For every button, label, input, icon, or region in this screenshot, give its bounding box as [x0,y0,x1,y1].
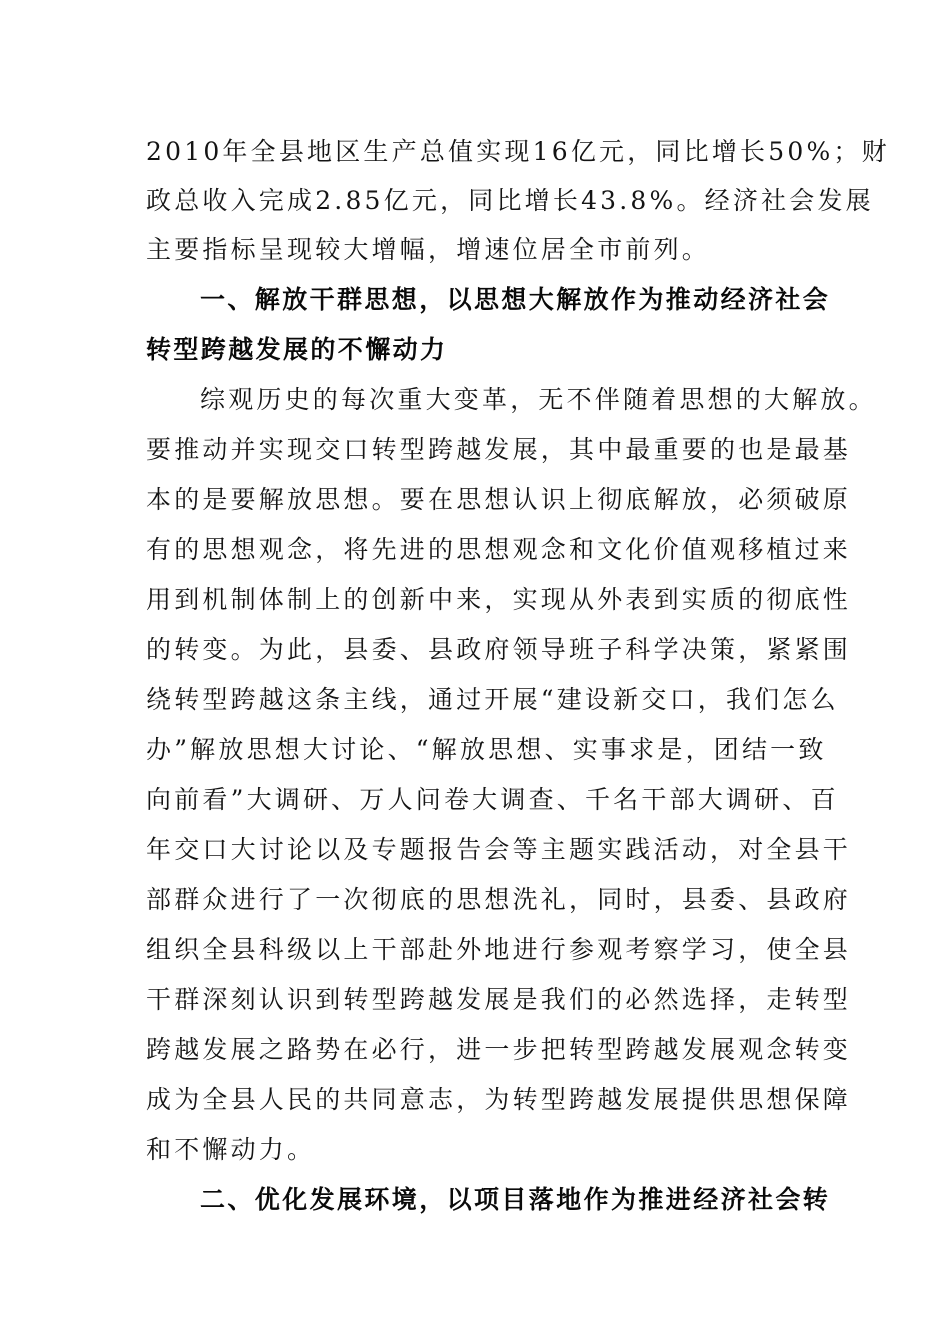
text-line: 和不懈动力。 [146,1135,316,1164]
text-line: 用到机制体制上的创新中来，实现从外表到实质的彻底性 [146,585,852,614]
text-line: 成为全县人民的共同意志，为转型跨越发展提供思想保障 [146,1085,852,1114]
text-line: 的转变。为此，县委、县政府领导班子科学决策，紧紧围 [146,635,852,664]
text-line: 跨越发展之路势在必行，进一步把转型跨越发展观念转变 [146,1035,852,1064]
text-line: 办”解放思想大讨论、“解放思想、实事求是，团结一致 [146,735,827,764]
text-line: 2010年全县地区生产总值实现16亿元，同比增长50%；财 [146,137,890,166]
section-heading: 转型跨越发展的不懈动力 [146,335,448,364]
section-heading: 二、优化发展环境，以项目落地作为推进经济社会转 [200,1185,831,1214]
text-line: 主要指标呈现较大增幅，增速位居全市前列。 [146,235,711,264]
text-line: 部群众进行了一次彻底的思想洗礼，同时，县委、县政府 [146,885,852,914]
text-line: 本的是要解放思想。要在思想认识上彻底解放，必须破原 [146,485,852,514]
text-line: 综观历史的每次重大变革，无不伴随着思想的大解放。 [200,385,877,414]
text-line: 向前看”大调研、万人问卷大调查、千名干部大调研、百 [146,785,839,814]
text-line: 年交口大讨论以及专题报告会等主题实践活动，对全县干 [146,835,852,864]
text-line: 政总收入完成2.85亿元，同比增长43.8%。经济社会发展 [146,186,874,215]
text-line: 组织全县科级以上干部赴外地进行参观考察学习，使全县 [146,935,852,964]
text-line: 有的思想观念，将先进的思想观念和文化价值观移植过来 [146,535,852,564]
text-line: 要推动并实现交口转型跨越发展，其中最重要的也是最基 [146,435,852,464]
section-heading: 一、解放干群思想，以思想大解放作为推动经济社会 [200,285,831,314]
text-line: 干群深刻认识到转型跨越发展是我们的必然选择，走转型 [146,985,852,1014]
text-line: 绕转型跨越这条主线，通过开展“建设新交口，我们怎么 [146,685,839,714]
